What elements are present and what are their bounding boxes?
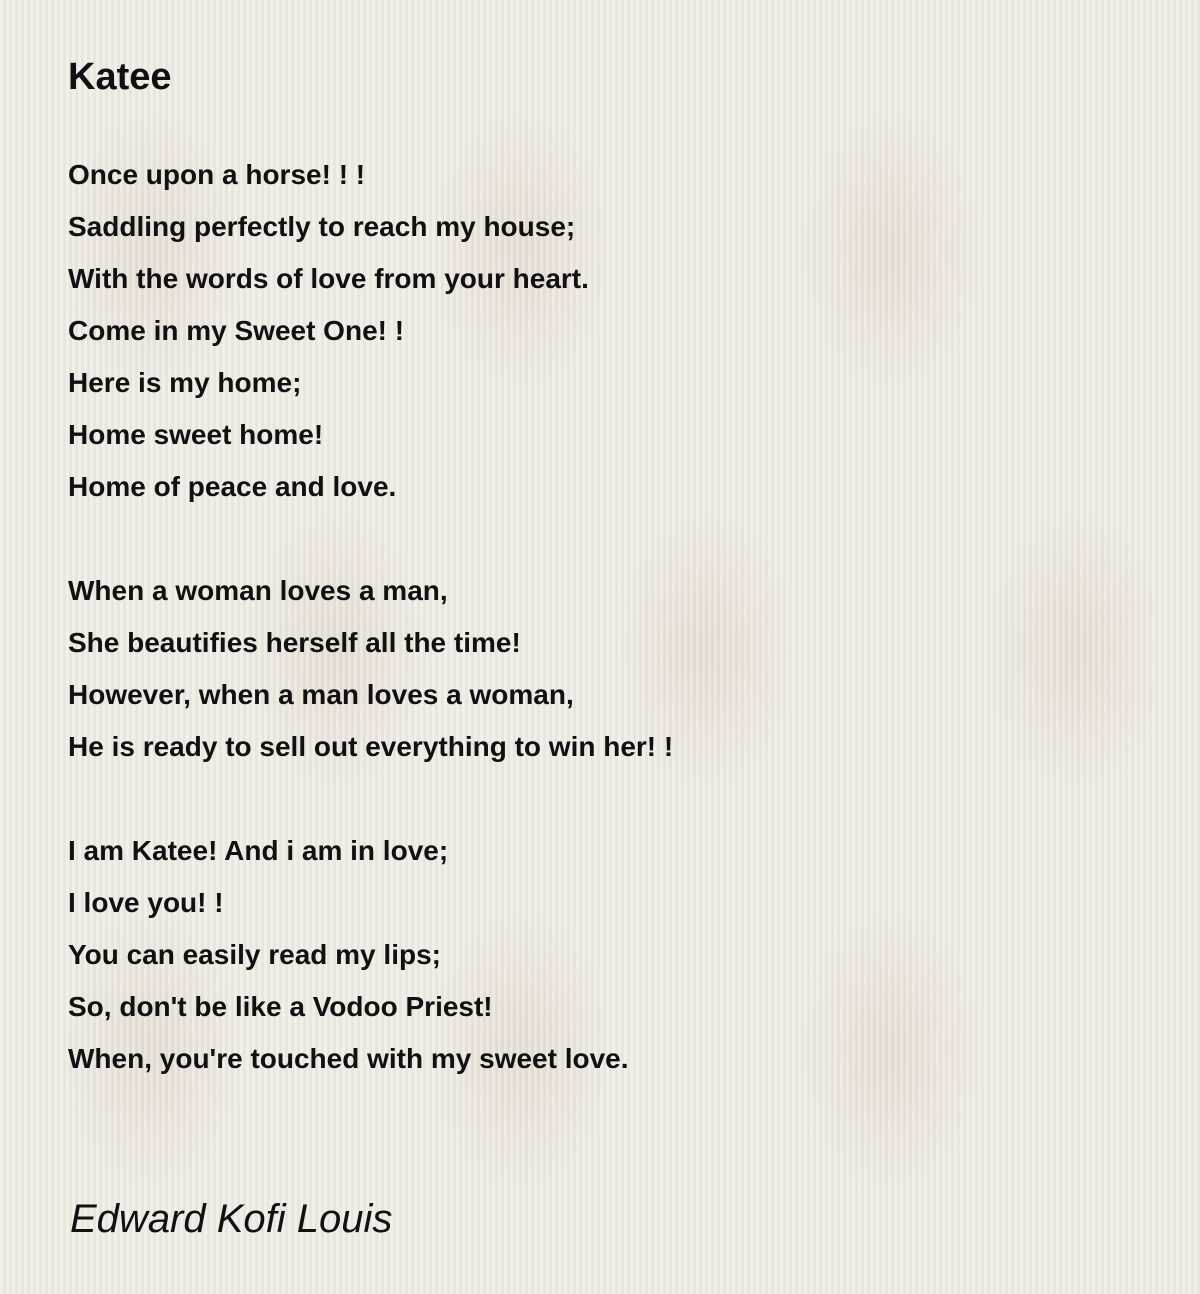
poem-line: You can easily read my lips; — [68, 939, 441, 970]
poem-line: I love you! ! — [68, 887, 224, 918]
poem-body — [68, 149, 673, 1085]
poem-line: Home sweet home! — [68, 419, 324, 450]
poem-line: With the words of love from your heart. — [68, 263, 589, 294]
stanza-1 — [68, 149, 673, 513]
poem-line: When, you're touched with my sweet love. — [68, 1043, 629, 1074]
poem-line: Here is my home; — [68, 367, 302, 398]
poem-line: When a woman loves a man, — [68, 575, 448, 606]
poem-line: Saddling perfectly to reach my house; — [68, 211, 576, 242]
poem-line: Come in my Sweet One! ! — [68, 315, 405, 346]
poem-line: He is ready to sell out everything to win her! ! — [68, 731, 674, 762]
poem-title: Katee — [68, 56, 172, 98]
stanza-2 — [68, 565, 673, 773]
poem-line: Once upon a horse! ! ! — [68, 159, 366, 190]
poem-line: So, don't be like a Vodoo Priest! — [68, 991, 493, 1022]
poem-line: She beautifies herself all the time! — [68, 627, 521, 658]
poem-line: I am Katee! And i am in love; — [68, 835, 449, 866]
poem-line: Home of peace and love. — [68, 471, 397, 502]
poem-author: Edward Kofi Louis — [70, 1197, 393, 1241]
stanza-3 — [68, 825, 673, 1085]
poem-line: However, when a man loves a woman, — [68, 679, 574, 710]
